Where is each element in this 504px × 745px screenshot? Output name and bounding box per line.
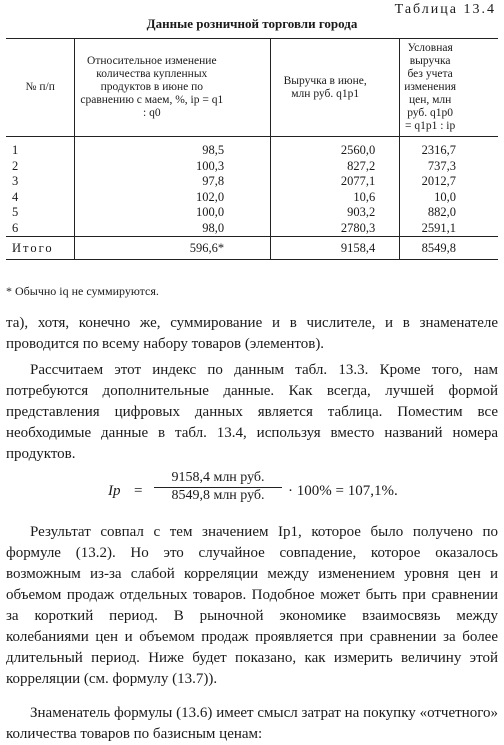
total-quantity-change: 596,6*	[75, 237, 271, 260]
cell-quantity-change: 98,5	[75, 137, 271, 159]
cell-conditional-revenue: 737,3	[400, 159, 498, 175]
formula-result: · 100% = 107,1%.	[288, 483, 398, 499]
paragraph	[6, 522, 498, 690]
paragraph-text: Результат совпал с тем значением Ip1, которое было получено по формуле (13.2). Но это случайное совпадение, которое оказалось возможным из-за слабой корреляции между изменением уровня цен и объемом продаж отдельных товаров. Подобное может быть при сравнении за короткий период. В рыночной экономике взаимосвязь между колебаниями цен и объемом продаж проявляется при сравнении за более длительный период. Ниже будет показано, как измерить величину этой корреляции (см. формулу (13.7)).	[6, 524, 498, 687]
paragraph-text: Рассчитаем этот индекс по данным табл. 13.3. Кроме того, нам потребуются дополнительные данные. Как всегда, лучшей формой представления цифровых данных является таблица. Поместим все необходимые данные в табл. 13.4, используя вместо названий номера продуктов.	[6, 362, 498, 462]
cell-revenue: 2780,3	[271, 221, 400, 237]
cell-conditional-revenue: 10,0	[400, 190, 498, 206]
table-header-row	[6, 39, 498, 137]
cell-conditional-revenue: 2591,1	[400, 221, 498, 237]
cell-number: 2	[12, 158, 19, 173]
formula-fraction	[154, 470, 282, 504]
cell-quantity-change: 102,0	[75, 190, 271, 206]
table-total-row	[6, 237, 498, 260]
cell-revenue: 903,2	[271, 205, 400, 221]
column-header-revenue: Выручка в июне, млн руб. q1p1	[271, 39, 400, 137]
cell-revenue: 827,2	[271, 159, 400, 175]
table-row	[6, 205, 498, 221]
formula-denominator: 8549,8 млн руб.	[171, 488, 265, 503]
table-footnote: * Обычно iq не суммируются.	[6, 284, 159, 298]
table-row	[6, 221, 498, 237]
cell-conditional-revenue: 2316,7	[400, 137, 498, 159]
cell-quantity-change: 97,8	[75, 174, 271, 190]
paragraph-text: Знаменатель формулы (13.6) имеет смысл затрат на покупку «отчетного» количества товаров по базисным ценам:	[6, 705, 498, 742]
retail-data-table	[6, 38, 498, 260]
table-row	[6, 174, 498, 190]
table-number: Таблица 13.4	[394, 2, 496, 17]
paragraph	[6, 313, 498, 355]
formula-lhs: Ip	[108, 483, 121, 499]
cell-number: 4	[12, 189, 19, 204]
cell-number: 1	[12, 143, 19, 157]
column-header-number: № п/п	[25, 81, 55, 93]
total-conditional-revenue: 8549,8	[400, 237, 498, 260]
table-row	[6, 190, 498, 206]
cell-conditional-revenue: 882,0	[400, 205, 498, 221]
cell-quantity-change: 100,0	[75, 205, 271, 221]
total-revenue: 9158,4	[271, 237, 400, 260]
table-title: Данные розничной торговли города	[146, 16, 358, 31]
cell-quantity-change: 100,3	[75, 159, 271, 175]
cell-conditional-revenue: 2012,7	[400, 174, 498, 190]
paragraph	[6, 703, 498, 745]
cell-revenue: 10,6	[271, 190, 400, 206]
cell-number: 5	[12, 205, 19, 219]
total-label: Итого	[6, 237, 75, 260]
formula-numerator: 9158,4 млн руб.	[154, 470, 282, 488]
cell-number: 3	[12, 174, 19, 188]
cell-revenue: 2077,1	[271, 174, 400, 190]
column-header-conditional-revenue: Условная выручка без учета изменения цен, млн руб. q1p0 = q1p1 : ip	[400, 39, 498, 137]
cell-quantity-change: 98,0	[75, 221, 271, 237]
paragraph-text: та), хотя, конечно же, суммирование и в числителе, и в знаменателе проводится по всему набору товаров (элементов).	[6, 315, 498, 352]
formula-equals: =	[134, 483, 143, 499]
column-header-quantity-change: Относительное изменение количества купленных продуктов в июне по сравнению с маем, %, ip = q1 : q0	[75, 39, 271, 137]
paragraph	[6, 360, 498, 465]
cell-revenue: 2560,0	[271, 137, 400, 159]
cell-number: 6	[12, 220, 19, 235]
table-row	[6, 159, 498, 175]
table-row	[6, 137, 498, 159]
